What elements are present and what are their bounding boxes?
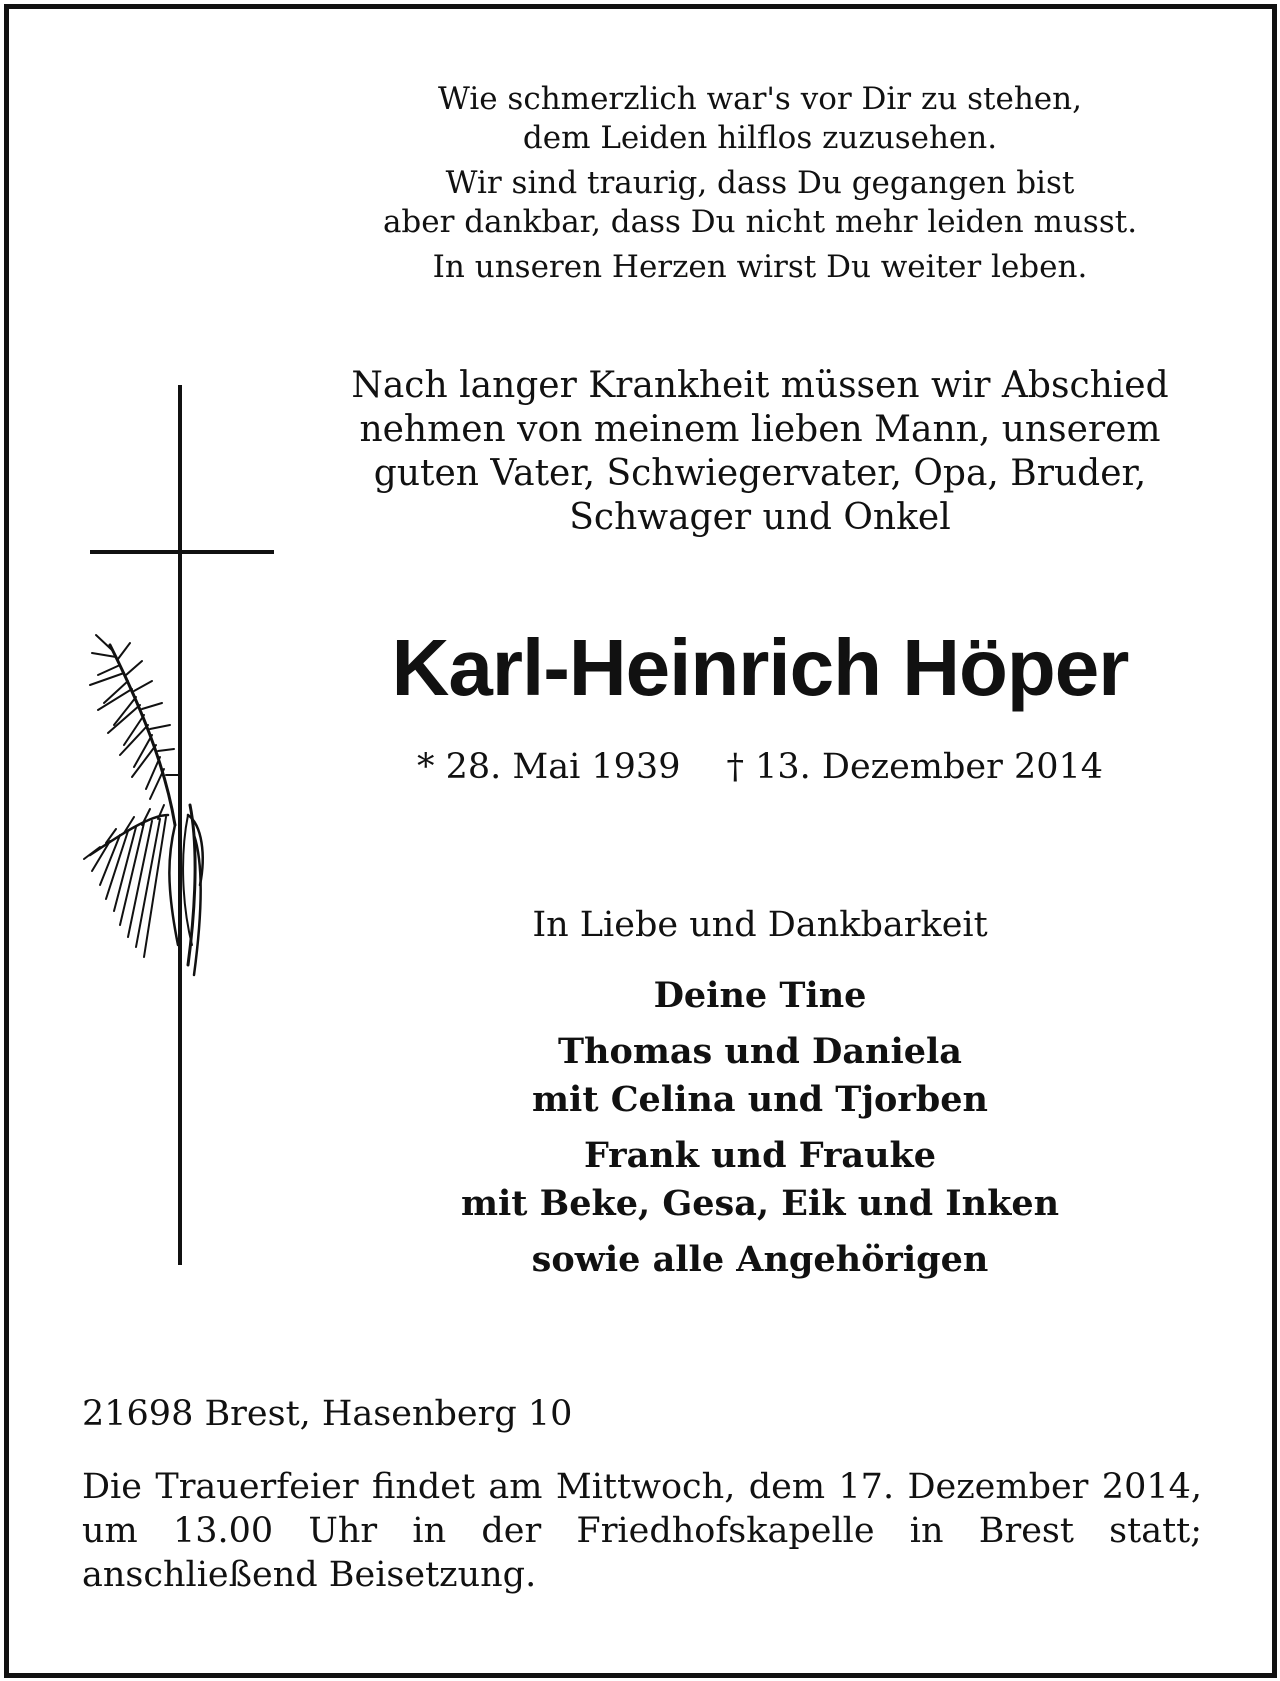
poem-stanza-2 [300, 164, 1220, 242]
thanks-line: In Liebe und Dankbarkeit [532, 905, 988, 945]
mourner-group [300, 972, 1220, 1020]
poem-line: In unseren Herzen wirst Du weiter leben. [432, 249, 1088, 285]
mourner-line: Frank und Frauke [583, 1135, 937, 1176]
birth-date: * 28. Mai 1939 [416, 747, 681, 787]
life-dates [300, 745, 1220, 789]
mourner-line: sowie alle Angehörigen [531, 1239, 989, 1280]
mourner-group [300, 1236, 1220, 1284]
deceased-name: Karl-Heinrich Höper [391, 623, 1129, 712]
intro-line: Schwager und Onkel [569, 497, 951, 538]
poem-line: Wie schmerzlich war's vor Dir zu stehen, [438, 81, 1082, 117]
address: 21698 Brest, Hasenberg 10 [82, 1394, 573, 1434]
death-date: † 13. Dezember 2014 [726, 747, 1104, 787]
poem-stanza-1 [300, 80, 1220, 158]
mourner-line: mit Beke, Gesa, Eik und Inken [460, 1183, 1060, 1224]
poem-line: aber dankbar, dass Du nicht mehr leiden musst. [382, 204, 1138, 240]
mourners-list [300, 972, 1220, 1292]
mourner-line: mit Celina und Tjorben [532, 1079, 988, 1120]
intro-line: Nach langer Krankheit müssen wir Abschied [351, 365, 1169, 406]
mourner-line: Thomas und Daniela [557, 1031, 962, 1072]
poem-line: Wir sind traurig, dass Du gegangen bist [445, 165, 1075, 201]
mourner-group [300, 1028, 1220, 1124]
ceremony-info: Die Trauerfeier findet am Mittwoch, dem 17. Dezember 2014, um 13.00 Uhr in der Friedhofskapelle in Brest statt; anschließend Beisetzung. [82, 1467, 1202, 1595]
poem-stanza-3 [300, 248, 1220, 287]
intro-line: nehmen von meinem lieben Mann, unserem [359, 409, 1161, 450]
poem-line: dem Leiden hilflos zuzusehen. [522, 120, 998, 156]
mourner-line: Deine Tine [653, 975, 867, 1016]
mourner-group [300, 1132, 1220, 1228]
poem [300, 80, 1220, 293]
cross-with-grass-icon [70, 385, 290, 1275]
intro-text [300, 364, 1220, 540]
intro-line: guten Vater, Schwiegervater, Opa, Bruder, [373, 453, 1147, 494]
